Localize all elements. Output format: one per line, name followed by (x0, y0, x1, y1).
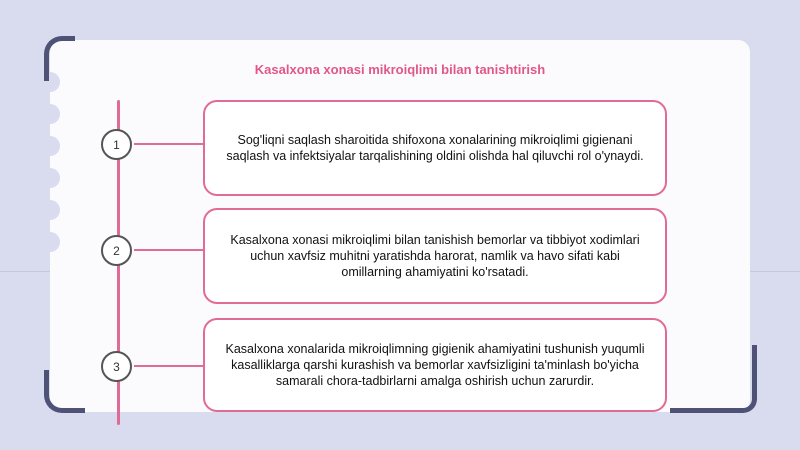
slide-title: Kasalxona xonasi mikroiqlimi bilan tanishtirish (254, 62, 546, 77)
step-text: Kasalxona xonalarida mikroiqlimning gigienik ahamiyatini tushunish yuqumli kasalliklarga qarshi kurashish va bemorlar xavfsizligini ta'minlash bo'yicha samarali chora-tadbirlarni amalga oshirish uchun zarurdir. (225, 342, 645, 388)
step-number-circle: 2 (101, 235, 132, 266)
step-text: Sog'liqni saqlash sharoitida shifoxona xonalarining mikroiqlimi gigienani saqlash va infektsiyalar tarqalishining oldini olishda hal qiluvchi rol o'ynaydi. (226, 133, 644, 163)
card-edge-notch (40, 104, 60, 124)
frame-corner-bottom-left (44, 370, 85, 413)
step-connector (134, 143, 206, 145)
step-text-box (203, 208, 667, 304)
card-edge-notch (40, 232, 60, 252)
step-number-circle: 3 (101, 351, 132, 382)
step-number-circle: 1 (101, 129, 132, 160)
card-edge-notch (40, 136, 60, 156)
step-connector (134, 365, 206, 367)
step-connector (134, 249, 206, 251)
step-text-box (203, 100, 667, 196)
step-text-box (203, 318, 667, 412)
frame-corner-bottom-right (670, 345, 757, 413)
card-edge-notch (40, 200, 60, 220)
card-edge-notch (40, 168, 60, 188)
step-text: Kasalxona xonasi mikroiqlimi bilan tanishish bemorlar va tibbiyot xodimlari uchun xavfsiz muhitni yaratishda harorat, namlik va havo sifati kabi omillarning ahamiyatini ko'rsatadi. (230, 233, 640, 279)
